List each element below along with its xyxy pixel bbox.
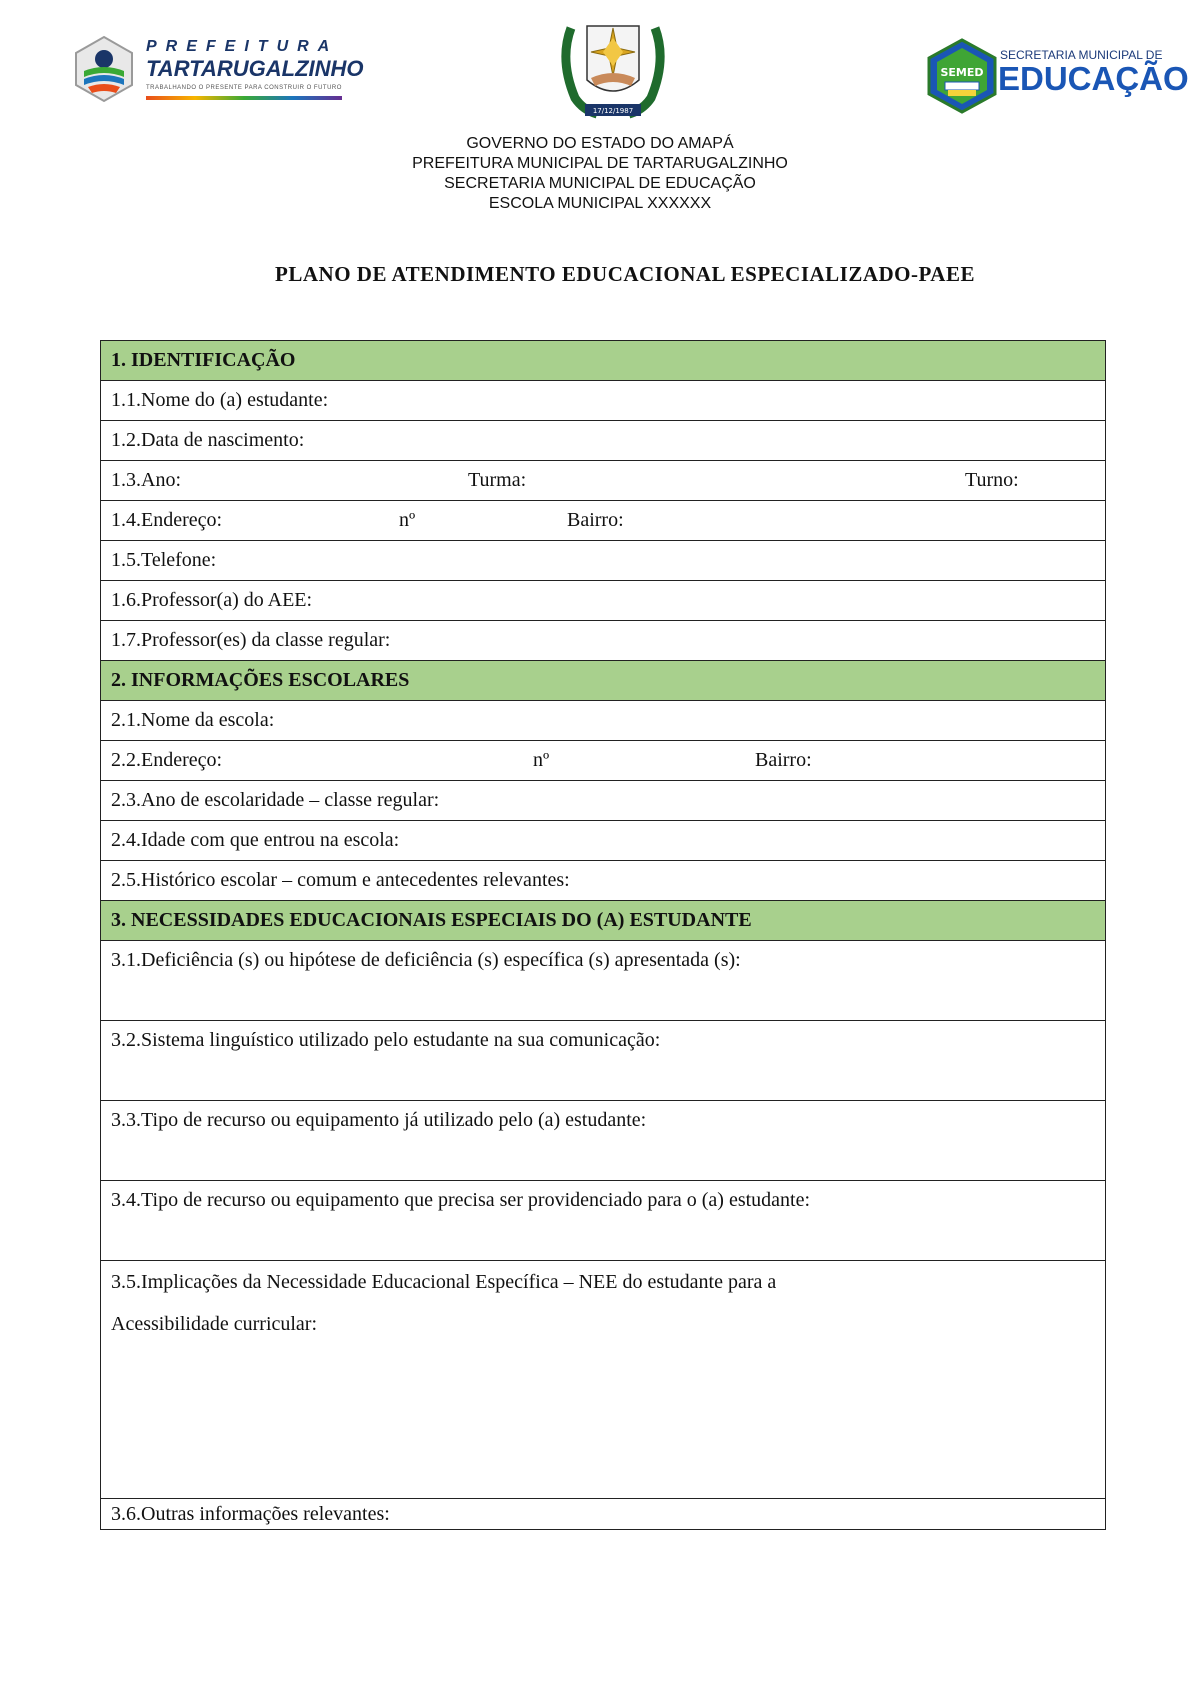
field-ano-label: 1.3.Ano: xyxy=(111,469,181,491)
section-header-necessidades xyxy=(101,901,1106,941)
paee-form-table xyxy=(100,340,1106,1530)
field-outras-informacoes[interactable]: 3.6.Outras informações relevantes: xyxy=(101,1499,1106,1530)
form-row-historico-escolar[interactable] xyxy=(101,861,1106,901)
field-idade-entrada[interactable]: 2.4.Idade com que entrou na escola: xyxy=(101,821,1106,861)
field-historico-escolar[interactable]: 2.5.Histórico escolar – comum e antecedentes relevantes: xyxy=(101,861,1106,901)
form-row-professor-aee[interactable] xyxy=(101,581,1106,621)
field-implicacoes-line1: 3.5.Implicações da Necessidade Educacional Específica – NEE do estudante para a xyxy=(111,1271,777,1293)
field-turno-label: Turno: xyxy=(965,469,1019,491)
field-bairro-escola-label: Bairro: xyxy=(755,749,812,771)
section-heading: 3. NECESSIDADES EDUCACIONAIS ESPECIAIS DO (A) ESTUDANTE xyxy=(101,901,1106,941)
gov-line-escola: ESCOLA MUNICIPAL XXXXXX xyxy=(488,195,712,212)
semed-badge-icon xyxy=(925,38,999,114)
field-implicacoes-line2: Acessibilidade curricular: xyxy=(111,1313,318,1335)
section-heading: 2. INFORMAÇÕES ESCOLARES xyxy=(101,661,1106,701)
field-numero-escola-label: nº xyxy=(533,749,550,771)
form-row-ano-turma-turno[interactable] xyxy=(101,461,1106,501)
form-row-nome[interactable] xyxy=(101,381,1106,421)
field-numero-label: nº xyxy=(399,509,416,531)
gov-line-secretaria: SECRETARIA MUNICIPAL DE EDUCAÇÃO xyxy=(444,175,756,192)
gov-line-prefeitura: PREFEITURA MUNICIPAL DE TARTARUGALZINHO xyxy=(412,155,788,172)
form-row-deficiencia[interactable] xyxy=(101,941,1106,1021)
document-title: PLANO DE ATENDIMENTO EDUCACIONAL ESPECIALIZADO-PAEE xyxy=(275,262,975,286)
section-header-informacoes-escolares xyxy=(101,661,1106,701)
field-data-nascimento[interactable]: 1.2.Data de nascimento: xyxy=(101,421,1106,461)
crest-date: 17/12/1987 xyxy=(592,107,634,115)
semed-badge-text: SEMED xyxy=(940,66,984,79)
prefeitura-logo xyxy=(70,32,364,112)
field-turma-label: Turma: xyxy=(468,469,527,491)
form-row-implicacoes-nee[interactable] xyxy=(101,1261,1106,1499)
field-ano-turma-turno[interactable] xyxy=(101,461,1106,501)
field-telefone[interactable]: 1.5.Telefone: xyxy=(101,541,1106,581)
form-row-data-nascimento[interactable] xyxy=(101,421,1106,461)
form-row-ano-escolaridade[interactable] xyxy=(101,781,1106,821)
prefeitura-logo-color-bar xyxy=(146,96,342,100)
semed-logo xyxy=(925,38,1189,118)
field-endereco-escola-label: 2.2.Endereço: xyxy=(111,749,223,771)
prefeitura-emblem-icon xyxy=(70,35,138,103)
form-row-sistema-linguistico[interactable] xyxy=(101,1021,1106,1101)
section-header-identificacao xyxy=(101,341,1106,381)
field-nome-escola[interactable]: 2.1.Nome da escola: xyxy=(101,701,1106,741)
field-bairro-label: Bairro: xyxy=(567,509,624,531)
form-row-endereco[interactable] xyxy=(101,501,1106,541)
municipal-crest-icon xyxy=(557,20,669,122)
field-endereco-escola[interactable] xyxy=(101,741,1106,781)
form-row-outras-informacoes[interactable] xyxy=(101,1499,1106,1530)
section-heading: 1. IDENTIFICAÇÃO xyxy=(101,341,1106,381)
field-ano-escolaridade[interactable]: 2.3.Ano de escolaridade – classe regular: xyxy=(101,781,1106,821)
prefeitura-logo-line2: TARTARUGALZINHO xyxy=(146,56,364,81)
field-endereco-label: 1.4.Endereço: xyxy=(111,509,223,531)
field-professor-regular[interactable]: 1.7.Professor(es) da classe regular: xyxy=(101,621,1106,661)
form-row-professor-regular[interactable] xyxy=(101,621,1106,661)
prefeitura-logo-tagline: TRABALHANDO O PRESENTE PARA CONSTRUIR O FUTURO xyxy=(146,85,342,91)
field-recurso-providenciar[interactable]: 3.4.Tipo de recurso ou equipamento que precisa ser providenciado para o (a) estudante: xyxy=(101,1181,1106,1261)
form-row-endereco-escola[interactable] xyxy=(101,741,1106,781)
field-professor-aee[interactable]: 1.6.Professor(a) do AEE: xyxy=(101,581,1106,621)
field-deficiencia[interactable]: 3.1.Deficiência (s) ou hipótese de deficiência (s) específica (s) apresentada (s): xyxy=(101,941,1106,1021)
form-row-recurso-utilizado[interactable] xyxy=(101,1101,1106,1181)
gov-line-state: GOVERNO DO ESTADO DO AMAPÁ xyxy=(466,135,734,152)
form-row-telefone[interactable] xyxy=(101,541,1106,581)
field-endereco[interactable] xyxy=(101,501,1106,541)
government-header xyxy=(0,134,1200,214)
form-row-nome-escola[interactable] xyxy=(101,701,1106,741)
field-nome-estudante[interactable]: 1.1.Nome do (a) estudante: xyxy=(101,381,1106,421)
form-row-recurso-providenciar[interactable] xyxy=(101,1181,1106,1261)
semed-logo-line1: SECRETARIA MUNICIPAL DE xyxy=(1000,48,1163,62)
form-row-idade-entrada[interactable] xyxy=(101,821,1106,861)
prefeitura-logo-line1: PREFEITURA xyxy=(146,38,339,55)
field-sistema-linguistico[interactable]: 3.2.Sistema linguístico utilizado pelo estudante na sua comunicação: xyxy=(101,1021,1106,1101)
semed-logo-line2: EDUCAÇÃO xyxy=(998,60,1189,97)
field-implicacoes-nee[interactable] xyxy=(101,1261,1106,1499)
field-recurso-utilizado[interactable]: 3.3.Tipo de recurso ou equipamento já utilizado pelo (a) estudante: xyxy=(101,1101,1106,1181)
